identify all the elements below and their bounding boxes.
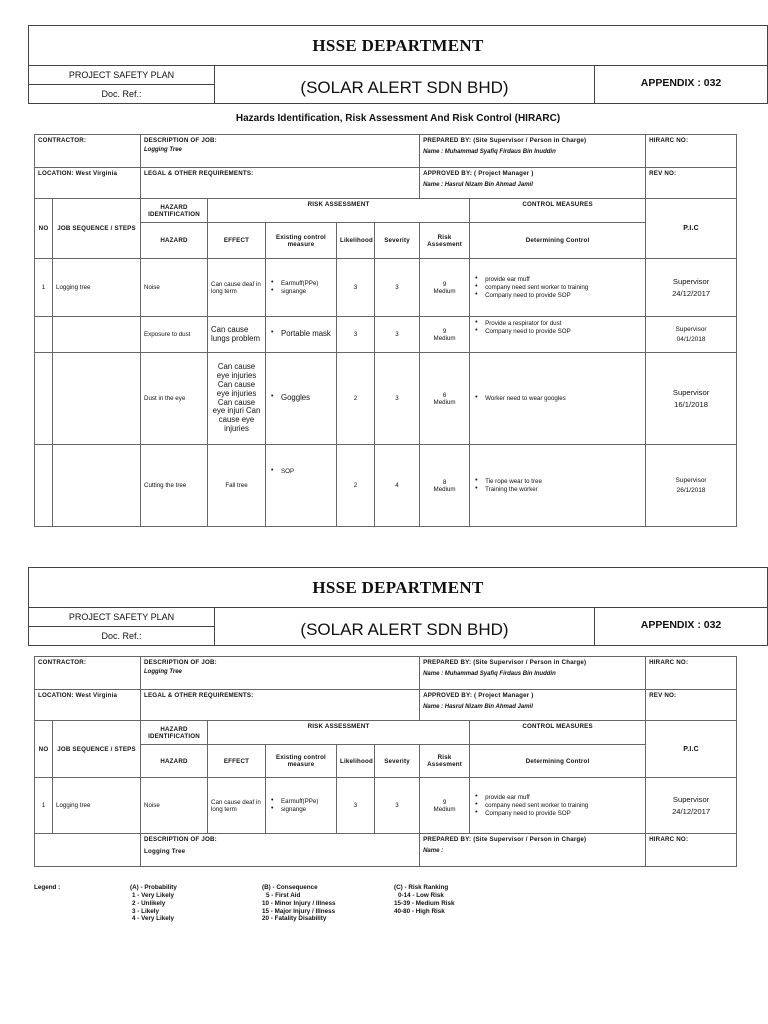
table-row — [35, 834, 737, 867]
row-severity: 3 — [375, 317, 420, 353]
row-no — [35, 353, 53, 445]
row-pic — [646, 259, 737, 317]
legend-line: 15-39 - Medium Risk — [394, 899, 455, 907]
row-risk — [420, 445, 470, 527]
job-description-cell — [141, 657, 420, 690]
existing-control-item: • Earmuff(PPe) — [269, 280, 333, 287]
pic-header: P.I.C — [646, 199, 737, 259]
legend-line: 5 - First Aid — [266, 891, 301, 899]
legend-line: 3 - Likely — [132, 907, 159, 915]
row-no: 1 — [35, 778, 53, 834]
control-item: • provide ear muff — [473, 794, 642, 801]
page2-header — [28, 567, 768, 646]
table-row — [35, 353, 737, 445]
risk-level: Medium — [433, 334, 456, 342]
control-item: • Training the worker — [473, 486, 642, 493]
existing-control-item: • Portable mask — [269, 330, 333, 339]
row-severity: 4 — [375, 445, 420, 527]
description-label: DESCRIPTION OF JOB: — [144, 836, 217, 843]
page1-header — [28, 25, 768, 104]
row-existing-control — [266, 317, 337, 353]
row-severity: 3 — [375, 778, 420, 834]
row-effect: Can cause lungs problem — [208, 317, 266, 353]
legend-line: 1 - Very Likely — [132, 891, 175, 899]
row-risk — [420, 353, 470, 445]
no-header: NO — [35, 721, 53, 778]
job-description-cell — [141, 834, 420, 867]
approved-by-name: Name : Hasrul Nizam Bin Ahmad Jamil — [423, 704, 533, 710]
control-measures-header: CONTROL MEASURES — [470, 199, 646, 223]
control-item: • company need sent worker to training — [473, 802, 642, 809]
determining-control-header: Determining Control — [470, 745, 646, 778]
determining-control-header: Determining Control — [470, 223, 646, 259]
contractor-label: CONTRACTOR: — [35, 657, 141, 690]
row-no — [35, 445, 53, 527]
row-hazard: Exposure to dust — [141, 317, 208, 353]
legend-consequence — [262, 884, 335, 923]
legend-line: 2 - Unlikely — [132, 899, 166, 907]
control-item: • Company need to provide SOP — [473, 292, 642, 299]
row-likelihood: 2 — [337, 445, 375, 527]
job-description: Logging Tree — [144, 147, 182, 153]
control-item: • company need sent worker to training — [473, 284, 642, 291]
row-hazard: Dust in the eye — [141, 353, 208, 445]
prepared-by-label: PREPARED BY: (Site Supervisor / Person in Charge) — [423, 836, 587, 843]
row-pic — [646, 445, 737, 527]
department-title: HSSE DEPARTMENT — [29, 568, 767, 608]
pic-role: Supervisor — [672, 388, 710, 398]
location-label: LOCATION: West Virginia — [35, 690, 141, 721]
prepared-by-name: Name : — [423, 848, 444, 854]
approved-by-label: APPROVED BY: ( Project Manager ) — [423, 170, 534, 177]
row-likelihood: 3 — [337, 778, 375, 834]
prepared-by-cell — [420, 834, 646, 867]
hirarc-table-page2 — [34, 656, 737, 867]
row-existing-control — [266, 259, 337, 317]
pic-header: P.I.C — [646, 721, 737, 778]
row-step — [53, 317, 141, 353]
legend-line: (A) - Probability — [130, 884, 177, 891]
row-pic — [646, 317, 737, 353]
table-row — [35, 317, 737, 353]
row-existing-control — [266, 445, 337, 527]
company-name: (SOLAR ALERT SDN BHD) — [215, 66, 595, 103]
hirarc-title: Hazards Identification, Risk Assessment And Risk Control (HIRARC) — [235, 113, 561, 124]
prepared-by-label: PREPARED BY: (Site Supervisor / Person in Charge) — [423, 659, 587, 666]
legend-line: (C) - Risk Ranking — [394, 884, 449, 891]
legend-line: 4 - Very Likely — [132, 915, 175, 923]
row-hazard: Cutting the tree — [141, 445, 208, 527]
department-title: HSSE DEPARTMENT — [29, 26, 767, 66]
hazard-identification-header: HAZARD IDENTIFICATION — [141, 721, 208, 745]
row-effect: Fall tree — [208, 445, 266, 527]
pic-date: 16/1/2018 — [674, 399, 708, 409]
row-effect: Can cause eye injuries Can cause eye injuries Can cause eye injuri Can cause eye injuries — [208, 353, 266, 445]
row-determining-control — [470, 778, 646, 834]
pic-role: Supervisor — [675, 325, 707, 333]
doc-ref-label: Doc. Ref.: — [101, 631, 142, 641]
doc-ref-label: Doc. Ref.: — [101, 89, 142, 99]
row-severity: 3 — [375, 259, 420, 317]
row-likelihood: 3 — [337, 259, 375, 317]
prepared-by-cell — [420, 135, 646, 168]
hirarc-no-label: HIRARC NO: — [646, 834, 737, 867]
approved-by-cell — [420, 168, 646, 199]
existing-control-item: • Earmuff(PPe) — [269, 798, 333, 805]
hirarc-table-page1 — [34, 134, 737, 527]
risk-assessment-header: RISK ASSESSMENT — [208, 721, 470, 745]
row-severity: 3 — [375, 353, 420, 445]
risk-value: 9 — [442, 798, 447, 806]
risk-assessment-header: RISK ASSESSMENT — [208, 199, 470, 223]
job-sequence-header: JOB SEQUENCE / STEPS — [53, 199, 141, 259]
risk-level: Medium — [433, 287, 456, 295]
pic-role: Supervisor — [675, 476, 707, 484]
existing-control-item: • signange — [269, 806, 333, 813]
row-determining-control — [470, 353, 646, 445]
legal-requirements-label: LEGAL & OTHER REQUIREMENTS: — [141, 690, 420, 721]
appendix-label: APPENDIX : 032 — [640, 618, 722, 631]
row-no — [35, 317, 53, 353]
likelihood-header: Likelihood — [337, 223, 375, 259]
control-item: • Company need to provide SOP — [473, 328, 642, 335]
project-safety-plan-label: PROJECT SAFETY PLAN — [29, 66, 214, 85]
legend-line: 15 - Major Injury / Illness — [262, 907, 336, 915]
existing-control-header: Existing control measure — [266, 223, 337, 259]
table-row — [35, 778, 737, 834]
pic-date: 24/12/2017 — [672, 806, 711, 816]
row-step — [53, 445, 141, 527]
pic-date: 26/1/2018 — [676, 486, 706, 494]
contractor-label: CONTRACTOR: — [35, 135, 141, 168]
risk-value: 9 — [442, 327, 447, 335]
severity-header: Severity — [375, 745, 420, 778]
row-likelihood: 2 — [337, 353, 375, 445]
legal-requirements-label: LEGAL & OTHER REQUIREMENTS: — [141, 168, 420, 199]
pic-date: 24/12/2017 — [672, 288, 711, 298]
pic-date: 04/1/2018 — [676, 335, 706, 343]
legend-ranking — [394, 884, 455, 915]
job-sequence-header: JOB SEQUENCE / STEPS — [53, 721, 141, 778]
description-label: DESCRIPTION OF JOB: — [144, 137, 217, 144]
pic-role: Supervisor — [672, 795, 710, 805]
existing-control-item: • Goggles — [269, 394, 333, 403]
row-step: Logging tree — [53, 259, 141, 317]
approved-by-cell — [420, 690, 646, 721]
severity-header: Severity — [375, 223, 420, 259]
row-risk — [420, 259, 470, 317]
control-item: • Company need to provide SOP — [473, 810, 642, 817]
row-existing-control — [266, 778, 337, 834]
row-no: 1 — [35, 259, 53, 317]
table-row — [35, 259, 737, 317]
legend-probability — [130, 884, 177, 923]
risk-value: 9 — [442, 280, 447, 288]
rev-no-label: REV NO: — [646, 168, 737, 199]
project-safety-plan-label: PROJECT SAFETY PLAN — [29, 608, 214, 627]
job-description-cell — [141, 135, 420, 168]
control-measures-header: CONTROL MEASURES — [470, 721, 646, 745]
row-hazard: Noise — [141, 778, 208, 834]
row-pic — [646, 778, 737, 834]
row-step: Logging tree — [53, 778, 141, 834]
legend-line: 10 - Minor Injury / Illness — [262, 899, 336, 907]
risk-assessment-col-header: Risk Assesment — [420, 745, 470, 778]
prepared-by-cell — [420, 657, 646, 690]
approved-by-name: Name : Hasrul Nizam Bin Ahmad Jamil — [423, 182, 533, 188]
hazard-identification-header: HAZARD IDENTIFICATION — [141, 199, 208, 223]
risk-level: Medium — [433, 485, 456, 493]
description-label: DESCRIPTION OF JOB: — [144, 659, 217, 666]
prepared-by-label: PREPARED BY: (Site Supervisor / Person in Charge) — [423, 137, 587, 144]
control-item: • Tie rope wear to tree — [473, 478, 642, 485]
control-item: • Provide a respirator for dust — [473, 320, 642, 327]
existing-control-item: • signange — [269, 288, 333, 295]
hirarc-no-label: HIRARC NO: — [646, 657, 737, 690]
row-hazard: Noise — [141, 259, 208, 317]
approved-by-label: APPROVED BY: ( Project Manager ) — [423, 692, 534, 699]
no-header: NO — [35, 199, 53, 259]
job-description: Logging Tree — [144, 669, 182, 675]
table-row — [35, 445, 737, 527]
hazard-header: HAZARD — [141, 745, 208, 778]
appendix-label: APPENDIX : 032 — [640, 76, 722, 89]
location-label: LOCATION: West Virginia — [35, 168, 141, 199]
legend-line: 0-14 - Low Risk — [398, 891, 444, 899]
row-pic — [646, 353, 737, 445]
company-name: (SOLAR ALERT SDN BHD) — [215, 608, 595, 645]
effect-header: EFFECT — [208, 745, 266, 778]
row-effect: Can cause deaf in long term — [208, 778, 266, 834]
legend — [34, 884, 736, 928]
row-effect: Can cause deaf in long term — [208, 259, 266, 317]
existing-control-header: Existing control measure — [266, 745, 337, 778]
row-risk — [420, 778, 470, 834]
hazard-header: HAZARD — [141, 223, 208, 259]
legend-line: (B) - Consequence — [262, 884, 318, 891]
legend-title: Legend : — [34, 884, 61, 891]
row-likelihood: 3 — [337, 317, 375, 353]
row-step — [53, 353, 141, 445]
legend-line: 40-80 - High Risk — [394, 907, 445, 915]
hirarc-no-label: HIRARC NO: — [646, 135, 737, 168]
rev-no-label: REV NO: — [646, 690, 737, 721]
effect-header: EFFECT — [208, 223, 266, 259]
empty-cell — [35, 834, 141, 867]
row-existing-control — [266, 353, 337, 445]
risk-assessment-col-header: Risk Assesment — [420, 223, 470, 259]
row-determining-control — [470, 317, 646, 353]
pic-role: Supervisor — [672, 277, 710, 287]
row-determining-control — [470, 259, 646, 317]
control-item: • provide ear muff — [473, 276, 642, 283]
job-description: Logging Tree — [144, 848, 186, 855]
prepared-by-name: Name : Muhammad Syafiq Firdaus Bin Inuddin — [423, 149, 556, 155]
risk-value: 6 — [442, 391, 447, 399]
row-determining-control — [470, 445, 646, 527]
likelihood-header: Likelihood — [337, 745, 375, 778]
row-risk — [420, 317, 470, 353]
risk-level: Medium — [433, 398, 456, 406]
risk-value: 8 — [442, 478, 447, 486]
control-item: • Worker need to wear googles — [473, 395, 642, 402]
existing-control-item: • SOP — [269, 468, 333, 475]
risk-level: Medium — [433, 805, 456, 813]
prepared-by-name: Name : Muhammad Syafiq Firdaus Bin Inuddin — [423, 671, 556, 677]
legend-line: 20 - Fatality Disability — [262, 915, 327, 923]
